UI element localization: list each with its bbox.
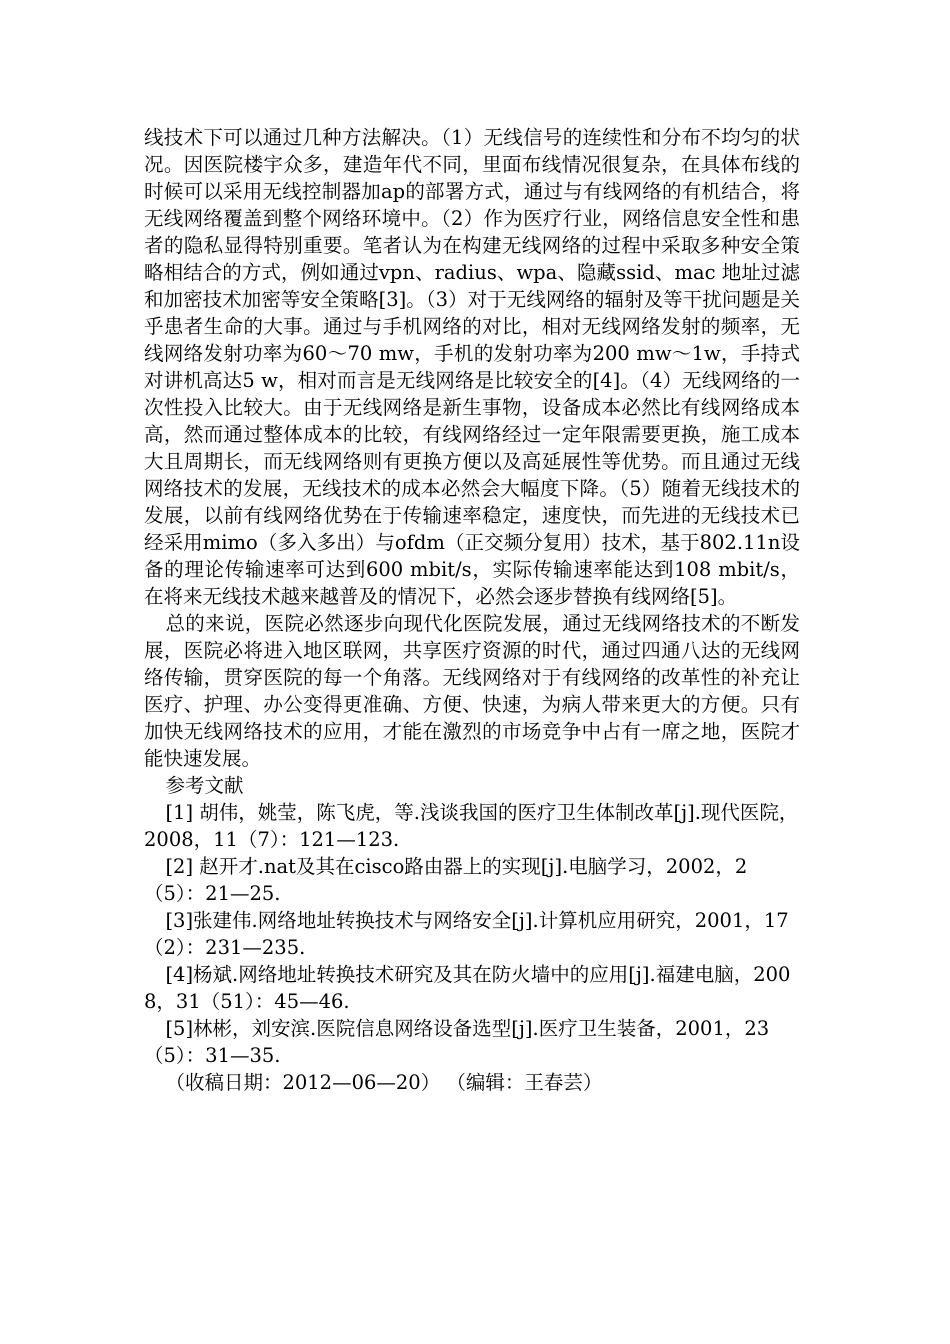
body-paragraph-2: 总的来说，医院必然逐步向现代化医院发展，通过无线网络技术的不断发展，医院必将进入地区联网，共享医疗资源的时代，通过四通八达的无线网络传输，贯穿医院的每一个角落。无线网络对于有线网络的改革性的补充让医疗、护理、办公变得更准确、方便、快速，为病人带来更大的方便。只有加快无线网络技术的应用，才能在激烈的市场竞争中占有一席之地，医院才能快速发展。 (144, 612, 800, 770)
reference-item: [2] 赵开才.nat及其在cisco路由器上的实现[j].电脑学习，2002，2（5）：21—25. (144, 855, 748, 905)
editor-credit: （编辑：王春芸） (446, 1071, 603, 1094)
received-date: （收稿日期：2012—06—20） (165, 1071, 441, 1094)
references-heading: 参考文献 (165, 774, 244, 797)
reference-item: [4]杨斌.网络地址转换技术研究及其在防火墙中的应用[j].福建电脑，2008，31（51）：45—46. (144, 963, 791, 1013)
body-paragraph-1: 线技术下可以通过几种方法解决。（1）无线信号的连续性和分布不均匀的状况。因医院楼宇众多，建造年代不同，里面布线情况很复杂，在具体布线的时候可以采用无线控制器加ap的部署方式，通过与有线网络的有机结合，将无线网络覆盖到整个网络环境中。（2）作为医疗行业，网络信息安全性和患者的隐私显得特别重要。笔者认为在构建无线网络的过程中采取多种安全策略相结合的方式，例如通过vpn、radius、wpa、隐藏ssid、mac 地址过滤和加密技术加密等安全策略[3]。（3）对于无线网络的辐射及等干扰问题是关乎患者生命的大事。通过与手机网络的对比，相对无线网络发射的频率，无线网络发射功率为60～70 mw，手机的发射功率为200 mw～1w，手持式对讲机高达5 w，相对而言是无线网络是比较安全的[4]。（4）无线网络的一次性投入比较大。由于无线网络是新生事物，设备成本必然比有线网络成本高，然而通过整体成本的比较，有线网络经过一定年限需要更换，施工成本大且周期长，而无线网络则有更换方便以及高延展性等优势。而且通过无线网络技术的发展，无线技术的成本必然会大幅度下降。（5）随着无线技术的发展，以前有线网络优势在于传输速率稳定，速度快，而先进的无线技术已经采用mimo（多入多出）与ofdm（正交频分复用）技术，基于802.11n设备的理论传输速率可达到600 mbit/s，实际传输速率能达到108 mbit/s，在将来无线技术越来越普及的情况下，必然会逐步替换有线网络[5]。 (144, 126, 800, 608)
reference-item: [3]张建伟.网络地址转换技术与网络安全[j].计算机应用研究，2001，17（2）：231—235. (144, 909, 789, 959)
document-page (144, 124, 800, 1096)
reference-item: [5]林彬，刘安滨.医院信息网络设备选型[j].医疗卫生装备，2001，23（5）：31—35. (144, 1017, 770, 1067)
reference-item: [1] 胡伟，姚莹，陈飞虎，等.浅谈我国的医疗卫生体制改革[j].现代医院，2008，11（7）：121—123. (144, 801, 799, 851)
references-list (144, 799, 800, 1069)
footer-line (144, 1069, 800, 1096)
